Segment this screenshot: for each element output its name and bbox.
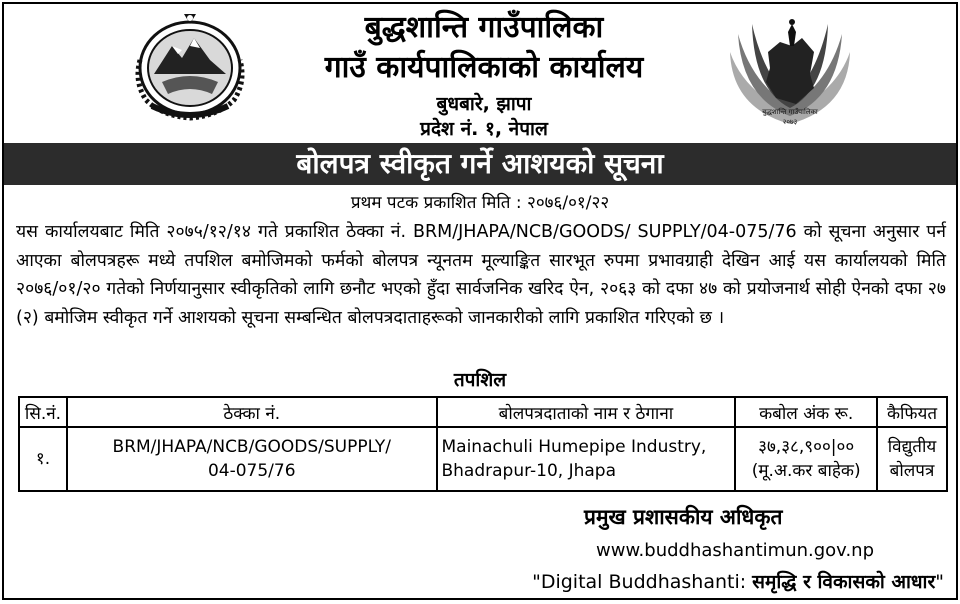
bidder-line-2: Bhadrapur-10, Jhapa	[441, 461, 617, 481]
slogan-suffix: "	[935, 571, 944, 593]
contract-line-1: BRM/JHAPA/NCB/GOODS/SUPPLY/	[112, 437, 391, 457]
header-remarks: कैफियत	[877, 397, 947, 427]
publish-date: प्रथम पटक प्रकाशित मिति : २०७६/०१/२२	[350, 193, 610, 213]
slogan-prefix: "Digital Buddhashanti:	[532, 571, 753, 593]
contract-line-2: 04-075/76	[207, 461, 296, 481]
table-row	[19, 427, 947, 491]
tender-table	[18, 396, 948, 492]
cell-sn: १.	[19, 427, 67, 491]
notice-title: बोलपत्र स्वीकृत गर्ने आशयको सूचना	[4, 143, 956, 185]
amount-line-1: ३७,३८,९००|००	[758, 437, 855, 457]
amount-line-2: (मू.अ.कर बाहेक)	[751, 461, 861, 481]
notice-body: यस कार्यालयबाट मिति २०७५/१२/१४ गते प्रकाशित ठेक्का नं. BRM/JHAPA/NCB/GOODS/ SUPPLY/04-075/76 को सूचना अनुसार पर्न आएका बोलपत्रहरू मध्ये तपशिल बमोजिमको फर्मको बोलपत्र न्यूनतम मूल्याङ्कित सारभूत रुपमा प्रभावग्राही देखिन आई यस कार्यालयको मिति २०७६/०१/२० गतेको निर्णयानुसार स्वीकृतिको लागि छनौट भएको हुँदा सार्वजनिक खरिद ऐन, २०६३ को दफा ४७ को प्रयोजनार्थ सोही ऐनको दफा २७ (२) बमोजिम स्वीकृत गर्ने आशयको सूचना सम्बन्धित बोलपत्रदाताहरूको जानकारीको लागि प्रकाशित गरिएको छ ।	[16, 222, 946, 328]
slogan-bold: समृद्धि र विकासको आधार	[752, 571, 936, 593]
notice-page	[2, 2, 958, 600]
municipality-name: बुद्धशान्ति गाउँपालिका	[364, 10, 604, 45]
logo-text: बुद्धशान्ति गाउँपालिका	[762, 108, 818, 116]
signatory-title: प्रमुख प्रशासकीय अधिकृत	[584, 505, 783, 529]
cell-amount	[735, 427, 877, 491]
header-bidder: बोलपत्रदाताको नाम र ठेगाना	[437, 397, 736, 427]
logo-year: २०७३	[782, 118, 798, 126]
header-amount: कबोल अंक रू.	[735, 397, 877, 427]
slogan	[444, 569, 944, 595]
website-url: www.buddhashantimun.gov.np	[596, 540, 874, 561]
bidder-line-1: Mainachuli Humepipe Industry,	[441, 437, 707, 457]
office-name: गाउँ कार्यपालिकाको कार्यालय	[324, 50, 644, 85]
remarks-line-2: बोलपत्र	[889, 461, 935, 481]
province: प्रदेश नं. १, नेपाल	[420, 118, 548, 140]
table-header-row	[19, 397, 947, 427]
header-sn: सि.नं.	[19, 397, 67, 427]
cell-bidder	[437, 427, 736, 491]
header-contract-no: ठेक्का नं.	[67, 397, 437, 427]
office-address: बुधबारे, झापा	[436, 93, 532, 115]
cell-contract-no	[67, 427, 437, 491]
cell-remarks	[877, 427, 947, 491]
table-caption: तपशिल	[453, 369, 507, 391]
remarks-line-1: विद्युतीय	[887, 437, 937, 457]
